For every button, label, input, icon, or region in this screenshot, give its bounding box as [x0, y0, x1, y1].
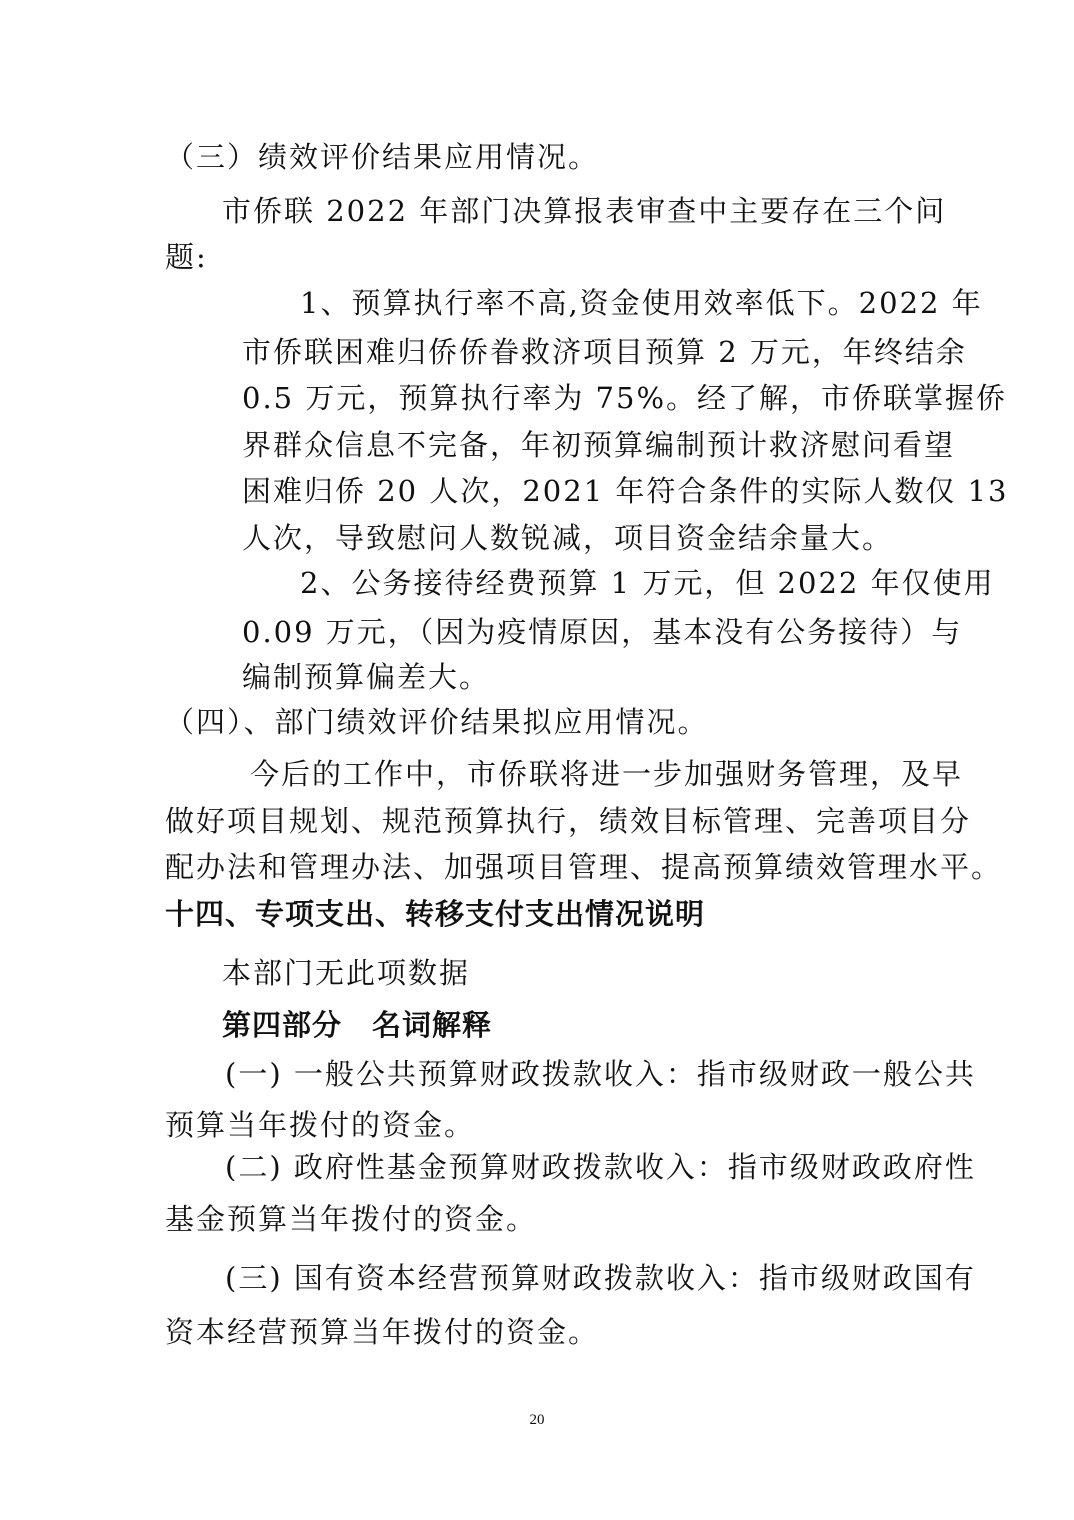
- paragraph-line: 市侨联 2022 年部门决算报表审查中主要存在三个问: [222, 194, 947, 228]
- paragraph-line: 题:: [165, 240, 208, 274]
- definition-line: (三) 国有资本经营预算财政拨款收入：指市级财政国有: [225, 1261, 976, 1295]
- item-2-line: 2、公务接待经费预算 1 万元，但 2022 年仅使用: [300, 566, 995, 600]
- item-1-line: 困难归侨 20 人次，2021 年符合条件的实际人数仅 13: [242, 474, 1009, 508]
- part-4-heading: 第四部分 名词解释: [222, 1008, 493, 1042]
- section-14-text: 本部门无此项数据: [222, 956, 471, 990]
- item-2-line: 编制预算偏差大。: [242, 660, 491, 694]
- page-number: 20: [529, 1412, 545, 1428]
- definition-line: 基金预算当年拨付的资金。: [165, 1202, 538, 1236]
- definition-line: (二) 政府性基金预算财政拨款收入：指市级财政政府性: [225, 1150, 976, 1184]
- item-1-line: 人次，导致慰问人数锐减，项目资金结余量大。: [242, 521, 894, 555]
- item-1-line: 0.5 万元，预算执行率为 75%。经了解，市侨联掌握侨: [242, 381, 1008, 415]
- paragraph-line: 今后的工作中，市侨联将进一步加强财务管理，及早: [250, 757, 964, 791]
- section-3-heading: （三）绩效评价结果应用情况。: [165, 140, 600, 174]
- item-1-line: 界群众信息不完备，年初预算编制预计救济慰问看望: [242, 428, 956, 462]
- section-4-heading: （四）、部门绩效评价结果拟应用情况。: [165, 705, 709, 739]
- item-2-line: 0.09 万元，（因为疫情原因，基本没有公务接待）与: [242, 615, 963, 649]
- item-1-line: 1、预算执行率不高,资金使用效率低下。2022 年: [300, 286, 983, 320]
- section-14-heading: 十四、专项支出、转移支付支出情况说明: [165, 897, 706, 931]
- definition-line: 资本经营预算当年拨付的资金。: [165, 1315, 600, 1349]
- definition-line: (一) 一般公共预算财政拨款收入：指市级财政一般公共: [225, 1057, 976, 1091]
- item-1-line: 市侨联困难归侨侨眷救济项目预算 2 万元，年终结余: [242, 335, 967, 369]
- paragraph-line: 配办法和管理办法、加强项目管理、提高预算绩效管理水平。: [165, 850, 1003, 884]
- definition-line: 预算当年拨付的资金。: [165, 1108, 476, 1142]
- paragraph-line: 做好项目规划、规范预算执行，绩效目标管理、完善项目分: [165, 804, 972, 838]
